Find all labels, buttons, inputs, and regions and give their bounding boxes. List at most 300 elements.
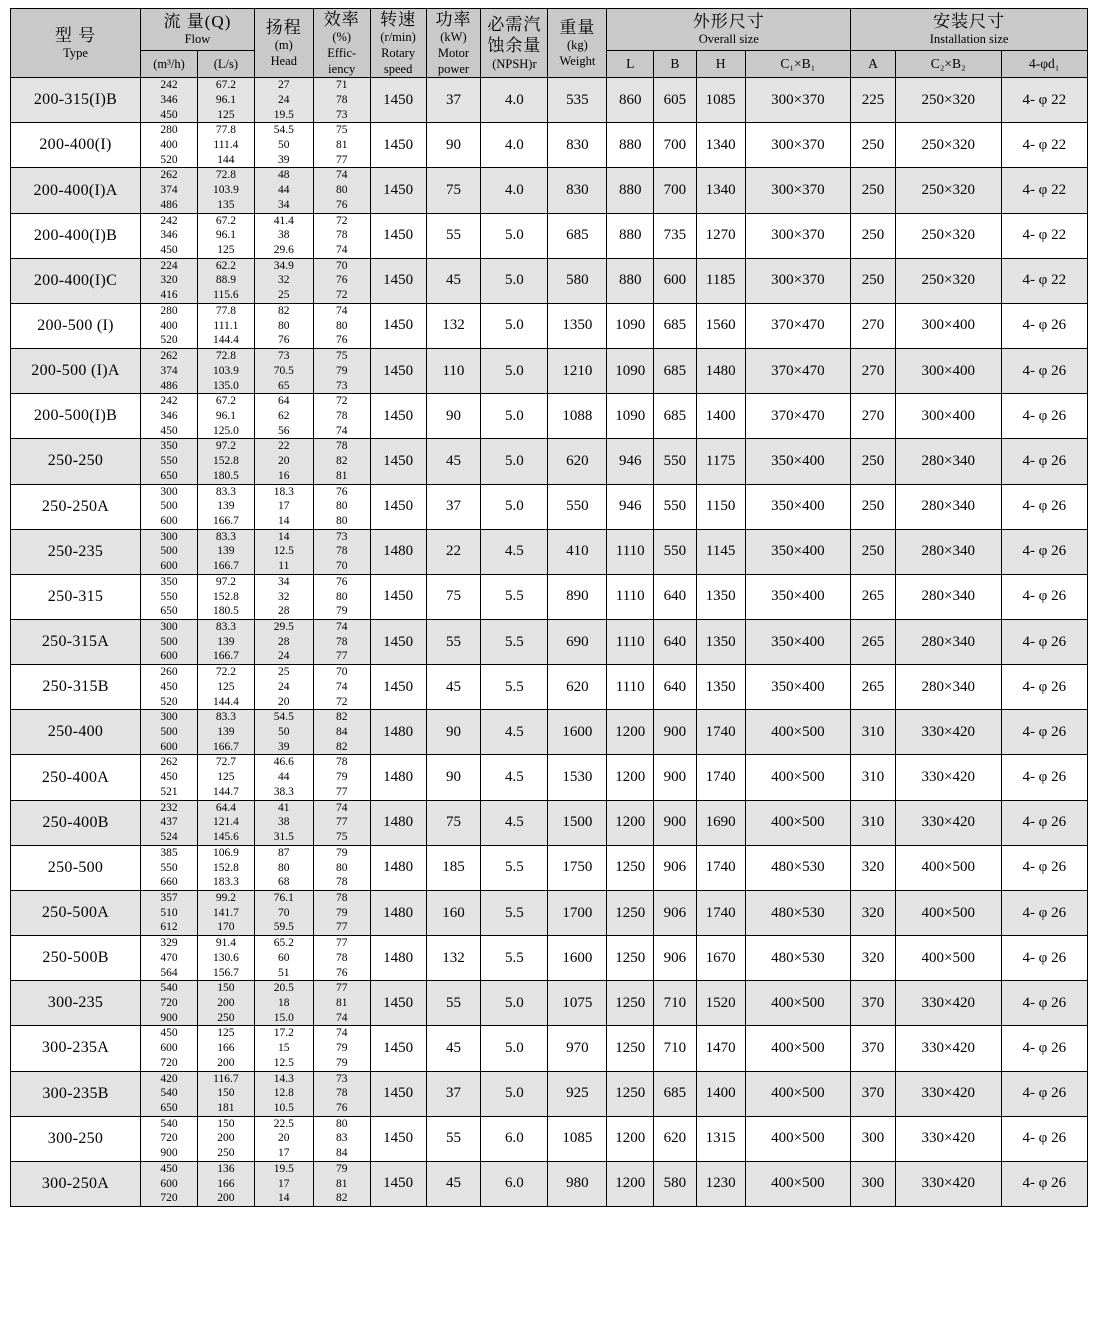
cell-overall-C1B1: 400×500 xyxy=(745,1161,851,1206)
header-installation-size: 安装尺寸 Installation size xyxy=(851,9,1088,51)
header-head: 扬程 (m) Head xyxy=(254,9,313,78)
cell-flow-ls: 62.2 88.9 115.6 xyxy=(197,258,254,303)
cell-install-C2B2: 330×420 xyxy=(895,1071,1001,1116)
cell-install-d1: 4- φ 26 xyxy=(1001,484,1087,529)
cell-flow-ls: 67.2 96.1 125 xyxy=(197,213,254,258)
table-row xyxy=(11,484,1088,529)
cell-efficiency: 74 80 76 xyxy=(313,168,370,213)
cell-install-C2B2: 280×340 xyxy=(895,529,1001,574)
cell-overall-B: 906 xyxy=(654,890,697,935)
cell-overall-C1B1: 300×370 xyxy=(745,213,851,258)
cell-install-A: 270 xyxy=(851,303,896,348)
cell-flow-m3h: 262 374 486 xyxy=(141,349,198,394)
cell-weight: 1600 xyxy=(548,710,607,755)
table-row xyxy=(11,620,1088,665)
cell-flow-ls: 97.2 152.8 180.5 xyxy=(197,574,254,619)
cell-head: 19.5 17 14 xyxy=(254,1161,313,1206)
cell-npsh: 5.0 xyxy=(481,303,548,348)
cell-weight: 410 xyxy=(548,529,607,574)
cell-efficiency: 71 78 73 xyxy=(313,78,370,123)
cell-install-d1: 4- φ 26 xyxy=(1001,620,1087,665)
cell-rotary-speed: 1450 xyxy=(370,1026,426,1071)
cell-rotary-speed: 1450 xyxy=(370,168,426,213)
cell-rotary-speed: 1450 xyxy=(370,213,426,258)
cell-flow-ls: 67.2 96.1 125 xyxy=(197,78,254,123)
cell-rotary-speed: 1450 xyxy=(370,981,426,1026)
cell-type: 200-400(I)C xyxy=(11,258,141,303)
cell-overall-H: 1470 xyxy=(696,1026,745,1071)
cell-install-A: 250 xyxy=(851,439,896,484)
cell-npsh: 5.5 xyxy=(481,574,548,619)
cell-head: 27 24 19.5 xyxy=(254,78,313,123)
cell-type: 300-235 xyxy=(11,981,141,1026)
cell-rotary-speed: 1480 xyxy=(370,936,426,981)
table-row xyxy=(11,1026,1088,1071)
cell-overall-B: 550 xyxy=(654,529,697,574)
cell-install-d1: 4- φ 26 xyxy=(1001,349,1087,394)
cell-weight: 690 xyxy=(548,620,607,665)
cell-install-A: 310 xyxy=(851,800,896,845)
cell-install-d1: 4- φ 22 xyxy=(1001,78,1087,123)
cell-efficiency: 70 74 72 xyxy=(313,665,370,710)
cell-overall-H: 1740 xyxy=(696,890,745,935)
cell-overall-H: 1230 xyxy=(696,1161,745,1206)
cell-overall-H: 1400 xyxy=(696,394,745,439)
cell-overall-L: 880 xyxy=(607,123,654,168)
cell-flow-m3h: 242 346 450 xyxy=(141,394,198,439)
cell-overall-C1B1: 480×530 xyxy=(745,890,851,935)
cell-overall-C1B1: 350×400 xyxy=(745,620,851,665)
cell-install-A: 265 xyxy=(851,620,896,665)
cell-overall-H: 1315 xyxy=(696,1116,745,1161)
header-efficiency: 效率 (%) Effic- iency xyxy=(313,9,370,78)
cell-type: 250-500A xyxy=(11,890,141,935)
cell-install-A: 250 xyxy=(851,123,896,168)
cell-overall-L: 1250 xyxy=(607,1026,654,1071)
header-flow: 流 量(Q) Flow xyxy=(141,9,255,51)
cell-overall-H: 1175 xyxy=(696,439,745,484)
cell-install-d1: 4- φ 26 xyxy=(1001,529,1087,574)
cell-install-A: 265 xyxy=(851,574,896,619)
cell-install-C2B2: 400×500 xyxy=(895,936,1001,981)
cell-rotary-speed: 1450 xyxy=(370,574,426,619)
header-weight: 重量 (kg) Weight xyxy=(548,9,607,78)
cell-overall-B: 600 xyxy=(654,258,697,303)
cell-rotary-speed: 1480 xyxy=(370,845,426,890)
cell-type: 250-500B xyxy=(11,936,141,981)
cell-overall-C1B1: 350×400 xyxy=(745,439,851,484)
cell-efficiency: 74 80 76 xyxy=(313,303,370,348)
cell-install-A: 370 xyxy=(851,1026,896,1071)
cell-install-A: 250 xyxy=(851,213,896,258)
cell-npsh: 4.5 xyxy=(481,800,548,845)
cell-overall-H: 1350 xyxy=(696,665,745,710)
cell-install-A: 250 xyxy=(851,168,896,213)
cell-type: 300-250A xyxy=(11,1161,141,1206)
cell-install-C2B2: 330×420 xyxy=(895,981,1001,1026)
cell-motor-power: 75 xyxy=(426,574,481,619)
cell-head: 48 44 34 xyxy=(254,168,313,213)
cell-install-C2B2: 280×340 xyxy=(895,574,1001,619)
cell-install-A: 370 xyxy=(851,1071,896,1116)
cell-install-C2B2: 330×420 xyxy=(895,1026,1001,1071)
cell-overall-L: 1250 xyxy=(607,890,654,935)
cell-motor-power: 132 xyxy=(426,936,481,981)
cell-head: 25 24 20 xyxy=(254,665,313,710)
cell-head: 29.5 28 24 xyxy=(254,620,313,665)
cell-install-C2B2: 280×340 xyxy=(895,620,1001,665)
cell-overall-H: 1670 xyxy=(696,936,745,981)
cell-flow-m3h: 262 374 486 xyxy=(141,168,198,213)
cell-install-C2B2: 330×420 xyxy=(895,800,1001,845)
cell-overall-L: 1110 xyxy=(607,529,654,574)
cell-install-d1: 4- φ 22 xyxy=(1001,213,1087,258)
cell-npsh: 5.0 xyxy=(481,981,548,1026)
cell-flow-ls: 83.3 139 166.7 xyxy=(197,620,254,665)
cell-install-C2B2: 250×320 xyxy=(895,168,1001,213)
cell-npsh: 5.5 xyxy=(481,936,548,981)
header-overall-L: L xyxy=(607,51,654,78)
cell-weight: 1600 xyxy=(548,936,607,981)
cell-flow-ls: 83.3 139 166.7 xyxy=(197,484,254,529)
cell-type: 200-400(I)A xyxy=(11,168,141,213)
table-row xyxy=(11,349,1088,394)
cell-npsh: 5.0 xyxy=(481,258,548,303)
cell-overall-H: 1690 xyxy=(696,800,745,845)
cell-overall-B: 900 xyxy=(654,800,697,845)
cell-install-d1: 4- φ 26 xyxy=(1001,1161,1087,1206)
cell-flow-m3h: 242 346 450 xyxy=(141,78,198,123)
cell-head: 82 80 76 xyxy=(254,303,313,348)
cell-rotary-speed: 1450 xyxy=(370,123,426,168)
cell-efficiency: 82 84 82 xyxy=(313,710,370,755)
table-row xyxy=(11,890,1088,935)
cell-flow-ls: 77.8 111.4 144 xyxy=(197,123,254,168)
cell-efficiency: 76 80 80 xyxy=(313,484,370,529)
header-npsh: 必需汽 蚀余量 (NPSH)r xyxy=(481,9,548,78)
cell-weight: 1750 xyxy=(548,845,607,890)
cell-rotary-speed: 1450 xyxy=(370,1071,426,1116)
cell-npsh: 4.5 xyxy=(481,755,548,800)
cell-rotary-speed: 1480 xyxy=(370,710,426,755)
table-row xyxy=(11,710,1088,755)
cell-motor-power: 37 xyxy=(426,484,481,529)
cell-install-d1: 4- φ 26 xyxy=(1001,1071,1087,1116)
cell-weight: 1530 xyxy=(548,755,607,800)
cell-type: 250-250 xyxy=(11,439,141,484)
cell-install-A: 265 xyxy=(851,665,896,710)
cell-efficiency: 78 79 77 xyxy=(313,890,370,935)
cell-install-d1: 4- φ 26 xyxy=(1001,936,1087,981)
cell-overall-L: 1110 xyxy=(607,574,654,619)
cell-rotary-speed: 1480 xyxy=(370,890,426,935)
cell-weight: 1210 xyxy=(548,349,607,394)
cell-npsh: 5.0 xyxy=(481,213,548,258)
cell-overall-B: 550 xyxy=(654,484,697,529)
cell-efficiency: 72 78 74 xyxy=(313,394,370,439)
cell-flow-m3h: 300 500 600 xyxy=(141,484,198,529)
cell-overall-H: 1340 xyxy=(696,123,745,168)
cell-install-A: 270 xyxy=(851,394,896,439)
cell-efficiency: 79 81 82 xyxy=(313,1161,370,1206)
cell-overall-L: 1200 xyxy=(607,800,654,845)
table-row xyxy=(11,981,1088,1026)
cell-npsh: 5.0 xyxy=(481,1071,548,1116)
cell-rotary-speed: 1450 xyxy=(370,439,426,484)
cell-head: 17.2 15 12.5 xyxy=(254,1026,313,1071)
cell-flow-m3h: 300 500 600 xyxy=(141,620,198,665)
cell-install-d1: 4- φ 26 xyxy=(1001,574,1087,619)
cell-overall-C1B1: 480×530 xyxy=(745,936,851,981)
cell-head: 14.3 12.8 10.5 xyxy=(254,1071,313,1116)
cell-flow-m3h: 300 500 600 xyxy=(141,529,198,574)
cell-weight: 620 xyxy=(548,665,607,710)
cell-weight: 830 xyxy=(548,123,607,168)
cell-rotary-speed: 1480 xyxy=(370,529,426,574)
cell-install-C2B2: 250×320 xyxy=(895,123,1001,168)
cell-install-C2B2: 250×320 xyxy=(895,213,1001,258)
cell-install-d1: 4- φ 22 xyxy=(1001,258,1087,303)
cell-overall-B: 685 xyxy=(654,349,697,394)
cell-motor-power: 75 xyxy=(426,168,481,213)
cell-npsh: 6.0 xyxy=(481,1161,548,1206)
cell-flow-ls: 150 200 250 xyxy=(197,1116,254,1161)
cell-overall-B: 685 xyxy=(654,394,697,439)
cell-head: 22.5 20 17 xyxy=(254,1116,313,1161)
cell-flow-m3h: 280 400 520 xyxy=(141,123,198,168)
cell-overall-L: 1250 xyxy=(607,981,654,1026)
cell-motor-power: 90 xyxy=(426,394,481,439)
table-row xyxy=(11,845,1088,890)
cell-type: 200-500 (I) xyxy=(11,303,141,348)
cell-npsh: 4.0 xyxy=(481,168,548,213)
cell-install-d1: 4- φ 26 xyxy=(1001,394,1087,439)
cell-npsh: 5.0 xyxy=(481,1026,548,1071)
cell-flow-m3h: 357 510 612 xyxy=(141,890,198,935)
table-row xyxy=(11,258,1088,303)
cell-overall-H: 1085 xyxy=(696,78,745,123)
cell-install-A: 300 xyxy=(851,1161,896,1206)
cell-flow-m3h: 385 550 660 xyxy=(141,845,198,890)
header-rotary-speed: 转速 (r/min) Rotary speed xyxy=(370,9,426,78)
cell-install-A: 250 xyxy=(851,484,896,529)
cell-efficiency: 70 76 72 xyxy=(313,258,370,303)
table-body xyxy=(11,78,1088,1207)
cell-weight: 1700 xyxy=(548,890,607,935)
cell-install-A: 370 xyxy=(851,981,896,1026)
cell-npsh: 5.5 xyxy=(481,845,548,890)
cell-head: 14 12.5 11 xyxy=(254,529,313,574)
table-row xyxy=(11,78,1088,123)
table-header xyxy=(11,9,1088,78)
cell-type: 200-500 (I)A xyxy=(11,349,141,394)
cell-overall-L: 1250 xyxy=(607,936,654,981)
header-flow-m3h: (m³/h) xyxy=(141,51,198,78)
cell-install-A: 250 xyxy=(851,258,896,303)
cell-head: 54.5 50 39 xyxy=(254,123,313,168)
cell-type: 200-400(I) xyxy=(11,123,141,168)
cell-install-C2B2: 280×340 xyxy=(895,484,1001,529)
cell-type: 200-400(I)B xyxy=(11,213,141,258)
cell-flow-m3h: 260 450 520 xyxy=(141,665,198,710)
cell-flow-ls: 77.8 111.1 144.4 xyxy=(197,303,254,348)
cell-npsh: 5.0 xyxy=(481,394,548,439)
cell-overall-H: 1150 xyxy=(696,484,745,529)
cell-install-A: 300 xyxy=(851,1116,896,1161)
cell-head: 18.3 17 14 xyxy=(254,484,313,529)
cell-efficiency: 72 78 74 xyxy=(313,213,370,258)
cell-install-A: 320 xyxy=(851,936,896,981)
cell-head: 20.5 18 15.0 xyxy=(254,981,313,1026)
cell-overall-L: 1250 xyxy=(607,1071,654,1116)
cell-weight: 1085 xyxy=(548,1116,607,1161)
cell-overall-C1B1: 370×470 xyxy=(745,303,851,348)
cell-flow-m3h: 450 600 720 xyxy=(141,1161,198,1206)
cell-overall-L: 860 xyxy=(607,78,654,123)
cell-install-A: 320 xyxy=(851,890,896,935)
cell-motor-power: 37 xyxy=(426,1071,481,1116)
cell-overall-C1B1: 300×370 xyxy=(745,258,851,303)
cell-overall-B: 640 xyxy=(654,665,697,710)
cell-install-d1: 4- φ 26 xyxy=(1001,1116,1087,1161)
cell-flow-ls: 67.2 96.1 125.0 xyxy=(197,394,254,439)
cell-install-A: 250 xyxy=(851,529,896,574)
cell-overall-H: 1560 xyxy=(696,303,745,348)
cell-head: 22 20 16 xyxy=(254,439,313,484)
cell-motor-power: 90 xyxy=(426,755,481,800)
cell-install-d1: 4- φ 26 xyxy=(1001,710,1087,755)
cell-overall-C1B1: 350×400 xyxy=(745,665,851,710)
cell-npsh: 5.0 xyxy=(481,349,548,394)
cell-overall-H: 1400 xyxy=(696,1071,745,1116)
cell-efficiency: 80 83 84 xyxy=(313,1116,370,1161)
cell-install-C2B2: 250×320 xyxy=(895,258,1001,303)
cell-install-C2B2: 300×400 xyxy=(895,303,1001,348)
cell-overall-C1B1: 400×500 xyxy=(745,1071,851,1116)
cell-rotary-speed: 1450 xyxy=(370,349,426,394)
cell-install-d1: 4- φ 26 xyxy=(1001,665,1087,710)
header-overall-B: B xyxy=(654,51,697,78)
cell-install-d1: 4- φ 26 xyxy=(1001,303,1087,348)
cell-head: 41 38 31.5 xyxy=(254,800,313,845)
cell-overall-B: 550 xyxy=(654,439,697,484)
cell-efficiency: 74 79 79 xyxy=(313,1026,370,1071)
cell-efficiency: 77 78 76 xyxy=(313,936,370,981)
cell-overall-C1B1: 400×500 xyxy=(745,981,851,1026)
cell-overall-B: 605 xyxy=(654,78,697,123)
pump-specification-table xyxy=(10,8,1088,1207)
table-row xyxy=(11,936,1088,981)
cell-overall-C1B1: 300×370 xyxy=(745,123,851,168)
cell-overall-L: 880 xyxy=(607,258,654,303)
cell-install-d1: 4- φ 26 xyxy=(1001,981,1087,1026)
cell-overall-B: 900 xyxy=(654,710,697,755)
cell-overall-B: 710 xyxy=(654,1026,697,1071)
cell-npsh: 4.0 xyxy=(481,78,548,123)
cell-npsh: 5.5 xyxy=(481,620,548,665)
header-install-C2B2: C₂×B₂ xyxy=(895,51,1001,78)
cell-weight: 980 xyxy=(548,1161,607,1206)
cell-head: 41.4 38 29.6 xyxy=(254,213,313,258)
cell-overall-L: 1090 xyxy=(607,394,654,439)
header-type: 型 号 Type xyxy=(11,9,141,78)
cell-rotary-speed: 1450 xyxy=(370,484,426,529)
cell-install-C2B2: 400×500 xyxy=(895,890,1001,935)
cell-flow-ls: 116.7 150 181 xyxy=(197,1071,254,1116)
cell-head: 73 70.5 65 xyxy=(254,349,313,394)
cell-overall-L: 880 xyxy=(607,213,654,258)
cell-overall-B: 620 xyxy=(654,1116,697,1161)
cell-npsh: 6.0 xyxy=(481,1116,548,1161)
cell-overall-C1B1: 300×370 xyxy=(745,78,851,123)
cell-install-d1: 4- φ 26 xyxy=(1001,439,1087,484)
cell-flow-m3h: 329 470 564 xyxy=(141,936,198,981)
table-row xyxy=(11,213,1088,258)
cell-head: 34 32 28 xyxy=(254,574,313,619)
cell-flow-m3h: 242 346 450 xyxy=(141,213,198,258)
cell-flow-ls: 106.9 152.8 183.3 xyxy=(197,845,254,890)
cell-flow-ls: 97.2 152.8 180.5 xyxy=(197,439,254,484)
cell-overall-H: 1520 xyxy=(696,981,745,1026)
cell-flow-m3h: 232 437 524 xyxy=(141,800,198,845)
cell-flow-ls: 72.2 125 144.4 xyxy=(197,665,254,710)
cell-overall-L: 1090 xyxy=(607,349,654,394)
cell-weight: 1075 xyxy=(548,981,607,1026)
table-row xyxy=(11,1116,1088,1161)
cell-rotary-speed: 1450 xyxy=(370,394,426,439)
cell-overall-H: 1185 xyxy=(696,258,745,303)
cell-flow-m3h: 540 720 900 xyxy=(141,1116,198,1161)
cell-flow-m3h: 350 550 650 xyxy=(141,574,198,619)
cell-overall-L: 1250 xyxy=(607,845,654,890)
cell-overall-B: 640 xyxy=(654,574,697,619)
cell-install-C2B2: 250×320 xyxy=(895,78,1001,123)
cell-efficiency: 78 82 81 xyxy=(313,439,370,484)
cell-overall-H: 1740 xyxy=(696,710,745,755)
cell-install-A: 320 xyxy=(851,845,896,890)
cell-overall-C1B1: 400×500 xyxy=(745,1116,851,1161)
cell-overall-C1B1: 300×370 xyxy=(745,168,851,213)
cell-type: 250-315B xyxy=(11,665,141,710)
cell-install-C2B2: 280×340 xyxy=(895,665,1001,710)
cell-type: 300-250 xyxy=(11,1116,141,1161)
cell-motor-power: 45 xyxy=(426,665,481,710)
cell-efficiency: 73 78 70 xyxy=(313,529,370,574)
cell-type: 250-315 xyxy=(11,574,141,619)
table-row xyxy=(11,1161,1088,1206)
cell-overall-H: 1350 xyxy=(696,574,745,619)
cell-install-C2B2: 330×420 xyxy=(895,755,1001,800)
cell-overall-H: 1740 xyxy=(696,755,745,800)
cell-head: 87 80 68 xyxy=(254,845,313,890)
cell-head: 64 62 56 xyxy=(254,394,313,439)
header-flow-ls: (L/s) xyxy=(197,51,254,78)
cell-overall-L: 1110 xyxy=(607,665,654,710)
cell-install-C2B2: 330×420 xyxy=(895,1116,1001,1161)
header-install-d1: 4-φd₁ xyxy=(1001,51,1087,78)
cell-npsh: 4.0 xyxy=(481,123,548,168)
cell-motor-power: 160 xyxy=(426,890,481,935)
cell-motor-power: 55 xyxy=(426,213,481,258)
cell-motor-power: 185 xyxy=(426,845,481,890)
cell-overall-B: 700 xyxy=(654,168,697,213)
cell-type: 250-400 xyxy=(11,710,141,755)
cell-flow-m3h: 262 450 521 xyxy=(141,755,198,800)
cell-install-d1: 4- φ 26 xyxy=(1001,800,1087,845)
cell-install-d1: 4- φ 22 xyxy=(1001,168,1087,213)
cell-flow-ls: 99.2 141.7 170 xyxy=(197,890,254,935)
cell-weight: 970 xyxy=(548,1026,607,1071)
